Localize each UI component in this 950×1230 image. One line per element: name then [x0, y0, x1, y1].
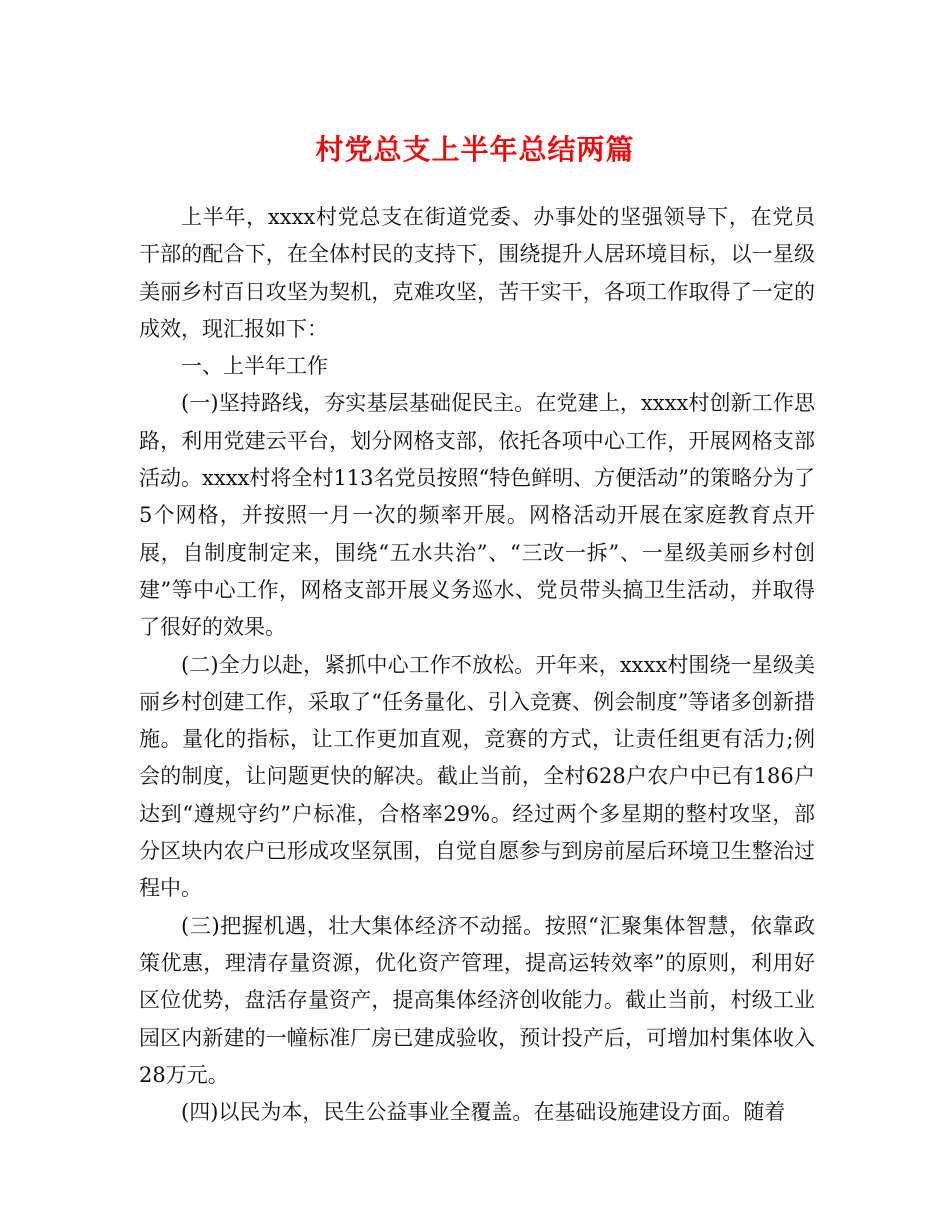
paragraph-item-1: (一)坚持路线，夯实基层基础促民主。在党建上，xxxx村创新工作思路，利用党建云平台，划分网格支部，依托各项中心工作，开展网格支部活动。xxxx村将全村113名党员按照“特色鲜明、方便活动”的策略分为了5个网格，并按照一月一次的频率开展。网格活动开展在家庭教育点开展，自制度制定来，围绕“五水共治”、“三改一拆”、一星级美丽乡村创建”等中心工作，网格支部开展义务巡水、党员带头搞卫生活动，并取得了很好的效果。 [139, 391, 815, 640]
paragraph-item-2: (二)全力以赴，紧抓中心工作不放松。开年来，xxxx村围绕一星级美丽乡村创建工作，采取了“任务量化、引入竞赛、例会制度”等诸多创新措施。量化的指标，让工作更加直观，竞赛的方式，让责任组更有活力;例会的制度，让问题更快的解决。截止当前，全村628户农户中已有186户达到“遵规守约”户标准，合格率29%。经过两个多星期的整村攻坚，部分区块内农户已形成攻坚氛围，自觉自愿参与到房前屋后环境卫生整治过程中。 [139, 652, 815, 901]
document-title: 村党总支上半年总结两篇 [315, 133, 635, 166]
paragraph-item-4: (四)以民为本，民生公益事业全覆盖。在基础设施建设方面。随着 [181, 1100, 786, 1125]
paragraph-item-3: (三)把握机遇，壮大集体经济不动摇。按照“汇聚集体智慧，依靠政策优惠，理清存量资源，优化资产管理，提高运转效率”的原则，利用好区位优势，盘活存量资产，提高集体经济创收能力。截止当前，村级工业园区内新建的一幢标准厂房已建成验收，预计投产后，可增加村集体收入28万元。 [139, 913, 815, 1087]
document-body [139, 199, 815, 1131]
section-heading-first-half-work: 一、上半年工作 [181, 354, 328, 379]
paragraph-intro: 上半年，xxxx村党总支在街道党委、办事处的坚强领导下，在党员干部的配合下，在全体村民的支持下，围绕提升人居环境目标，以一星级美丽乡村百日攻坚为契机，克难攻坚，苦干实干，各项工作取得了一定的成效，现汇报如下： [139, 205, 815, 341]
